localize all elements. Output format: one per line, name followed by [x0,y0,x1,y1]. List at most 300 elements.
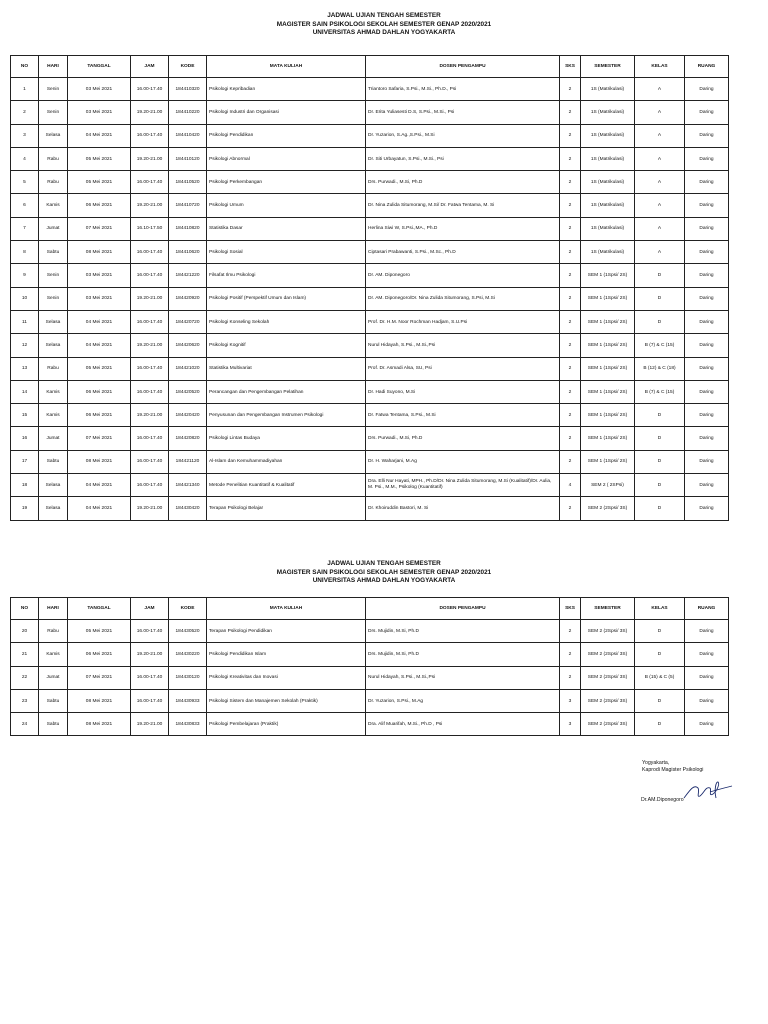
cell-semester: SEM 1 (1Spsi/ 2S) [581,334,635,357]
cell-kelas: B (7) & C (15) [635,334,685,357]
cell-dosen-pengampu: Dr. Khoiruddin Bastori, M. Si [366,497,560,520]
cell-kelas: D [635,643,685,666]
cell-dosen-pengampu: Drs. Purwadi., M.Si, Ph.D [366,427,560,450]
cell-sks: 3 [560,689,581,712]
column-header-jam: JAM [131,598,169,620]
column-header-sks: SKS [560,56,581,78]
cell-jam: 16.10-17.50 [131,217,169,240]
cell-hari: Selasa [39,334,68,357]
cell-hari: Sabtu [39,241,68,264]
cell-kelas: A [635,171,685,194]
table-row [11,497,729,520]
column-header-dosen-pengampu: DOSEN PENGAMPU [366,598,560,620]
cell-sks: 2 [560,124,581,147]
cell-no: 4 [11,147,39,170]
cell-ruang: Daring [685,666,729,689]
cell-kode: 184410620 [169,241,207,264]
table-row [11,666,729,689]
cell-sks: 2 [560,643,581,666]
column-header-tanggal: TANGGAL [68,56,131,78]
cell-kode: 184410520 [169,171,207,194]
cell-tanggal: 03 Mei 2021 [68,101,131,124]
cell-ruang: Daring [685,334,729,357]
column-header-tanggal: TANGGAL [68,598,131,620]
table-row [11,450,729,473]
cell-mata-kuliah: Psikologi Sistem dan Manajemen Sekolah (Praktik) [207,689,366,712]
cell-ruang: Daring [685,217,729,240]
cell-dosen-pengampu: Dr. AM. Diponegoro/Dr. Nina Zulida Situmorang, S.Psi, M.Si [366,287,560,310]
cell-kelas: D [635,713,685,736]
cell-no: 13 [11,357,39,380]
cell-sks: 2 [560,334,581,357]
cell-kode: 184420420 [169,404,207,427]
cell-hari: Jumat [39,666,68,689]
cell-hari: Selasa [39,497,68,520]
cell-mata-kuliah: Psikologi Kognitif [207,334,366,357]
cell-hari: Kamis [39,643,68,666]
cell-mata-kuliah: Psikologi Pembelajaran (Praktik) [207,713,366,736]
cell-tanggal: 04 Mei 2021 [68,334,131,357]
cell-kode: 184410320 [169,78,207,101]
cell-kode: 184410220 [169,101,207,124]
cell-hari: Rabu [39,147,68,170]
column-header-mata-kuliah: MATA KULIAH [207,56,366,78]
cell-tanggal: 06 Mei 2021 [68,194,131,217]
cell-jam: 19.20-21.00 [131,194,169,217]
table-row [11,380,729,403]
cell-ruang: Daring [685,380,729,403]
header-university: UNIVERSITAS AHMAD DAHLAN YOGYAKARTA [312,29,456,37]
cell-mata-kuliah: Penyusunan dan Pengembangan Instrumen Psikologi [207,404,366,427]
header-program: MAGISTER SAIN PSIKOLOGI SEKOLAH SEMESTER GENAP 2020/2021 [276,568,492,576]
cell-kode: 184430120 [169,666,207,689]
cell-kelas: B (7) & C (15) [635,380,685,403]
cell-no: 14 [11,380,39,403]
cell-no: 18 [11,474,39,497]
cell-semester: SEM 2 (2Spsi/ 3S) [581,620,635,643]
cell-kelas: D [635,450,685,473]
cell-tanggal: 04 Mei 2021 [68,497,131,520]
cell-kelas: A [635,194,685,217]
cell-kelas: D [635,287,685,310]
cell-tanggal: 07 Mei 2021 [68,217,131,240]
cell-dosen-pengampu: Dra. Alif Muarifah, M.Si., Ph.D , Psi [366,713,560,736]
cell-tanggal: 04 Mei 2021 [68,474,131,497]
table-row [11,310,729,333]
cell-jam: 16.00-17.40 [131,620,169,643]
table-row [11,474,729,497]
cell-kode: 184421120 [169,450,207,473]
cell-kode: 184430520 [169,620,207,643]
cell-hari: Senin [39,101,68,124]
cell-semester: 1S (Matrikulasi) [581,147,635,170]
cell-hari: Selasa [39,474,68,497]
cell-kode: 184430833 [169,713,207,736]
cell-jam: 16.00-17.40 [131,666,169,689]
cell-kode: 184430220 [169,643,207,666]
cell-dosen-pengampu: Dr. Yuzarion, S.Psi., M.Ag [366,689,560,712]
cell-dosen-pengampu: Dr. Siti Urbayatun, S.Psi., M.Si., Psi [366,147,560,170]
column-header-dosen-pengampu: DOSEN PENGAMPU [366,56,560,78]
cell-no: 11 [11,310,39,333]
column-header-kode: KODE [169,598,207,620]
cell-semester: 1S (Matrikulasi) [581,78,635,101]
cell-kelas: A [635,78,685,101]
cell-mata-kuliah: Psikologi Kepribadian [207,78,366,101]
column-header-ruang: RUANG [685,598,729,620]
cell-dosen-pengampu: Dr. Erita Yuliasesti D.S, S.Psi., M.Si., Psi [366,101,560,124]
document-header-repeat [0,560,768,586]
cell-ruang: Daring [685,147,729,170]
cell-dosen-pengampu: Dr. Hadi Suyono, M.Si [366,380,560,403]
cell-no: 8 [11,241,39,264]
exam-schedule-table-2 [10,597,729,736]
cell-mata-kuliah: Filsafat Ilmu Psikologi [207,264,366,287]
column-header-no: NO [11,598,39,620]
cell-mata-kuliah: Psikologi Pendidikan Islam [207,643,366,666]
cell-hari: Selasa [39,310,68,333]
cell-ruang: Daring [685,287,729,310]
cell-semester: SEM 1 (1Spsi/ 2S) [581,287,635,310]
cell-kelas: D [635,264,685,287]
cell-mata-kuliah: Psikologi Umum [207,194,366,217]
cell-sks: 2 [560,147,581,170]
cell-jam: 16.00-17.40 [131,689,169,712]
cell-tanggal: 04 Mei 2021 [68,124,131,147]
cell-jam: 16.00-17.40 [131,124,169,147]
cell-sks: 2 [560,310,581,333]
cell-no: 6 [11,194,39,217]
handwritten-signature [680,778,740,804]
cell-tanggal: 07 Mei 2021 [68,666,131,689]
cell-ruang: Daring [685,620,729,643]
cell-jam: 16.00-17.40 [131,357,169,380]
table-row [11,217,729,240]
cell-hari: Senin [39,287,68,310]
cell-dosen-pengampu: Nurul Hidayah, S.Psi., M.Si.,Psi [366,334,560,357]
cell-kode: 184421020 [169,357,207,380]
cell-tanggal: 08 Mei 2021 [68,241,131,264]
cell-jam: 19.20-21.00 [131,147,169,170]
cell-tanggal: 05 Mei 2021 [68,171,131,194]
document-header [0,12,768,38]
cell-no: 9 [11,264,39,287]
cell-kode: 184420720 [169,310,207,333]
column-header-kelas: KELAS [635,56,685,78]
table-row [11,264,729,287]
cell-jam: 19.20-21.00 [131,643,169,666]
table-row [11,620,729,643]
cell-jam: 19.20-21.00 [131,101,169,124]
cell-kelas: B (15) & C (5) [635,666,685,689]
cell-no: 3 [11,124,39,147]
cell-hari: Rabu [39,171,68,194]
cell-kelas: D [635,620,685,643]
header-title: JADWAL UJIAN TENGAH SEMESTER [327,560,441,567]
cell-dosen-pengampu: Dr. Nina Zulida Situmorang, M.Si/ Dr. Fatwa Tentama, M. Si [366,194,560,217]
cell-dosen-pengampu: Triantoro Safaria, S.Psi., M.Si., Ph.D., Psi [366,78,560,101]
signature-place: Yogyakarta, [642,760,670,766]
cell-kelas: D [635,497,685,520]
cell-dosen-pengampu: Dr. Fatwa Tentama, S.Psi., M.Si [366,404,560,427]
cell-mata-kuliah: Psikologi Konseling Sekolah [207,310,366,333]
cell-tanggal: 06 Mei 2021 [68,380,131,403]
cell-semester: 1S (Matrikulasi) [581,217,635,240]
cell-hari: Sabtu [39,689,68,712]
cell-semester: SEM 2 (2Spsi/ 3S) [581,666,635,689]
cell-sks: 2 [560,101,581,124]
cell-sks: 2 [560,171,581,194]
cell-kode: 184421340 [169,474,207,497]
cell-tanggal: 05 Mei 2021 [68,147,131,170]
cell-dosen-pengampu: Drs. Purwadi., M.Si, Ph.D [366,171,560,194]
cell-sks: 2 [560,620,581,643]
table-row [11,78,729,101]
cell-tanggal: 03 Mei 2021 [68,287,131,310]
cell-kode: 184430420 [169,497,207,520]
cell-tanggal: 08 Mei 2021 [68,713,131,736]
cell-sks: 2 [560,194,581,217]
cell-no: 15 [11,404,39,427]
cell-tanggal: 03 Mei 2021 [68,78,131,101]
cell-kelas: A [635,241,685,264]
cell-no: 7 [11,217,39,240]
cell-kode: 184410120 [169,147,207,170]
cell-jam: 19.20-21.00 [131,334,169,357]
cell-semester: 1S (Matrikulasi) [581,194,635,217]
cell-ruang: Daring [685,78,729,101]
cell-no: 12 [11,334,39,357]
table-row [11,427,729,450]
cell-kode: 184420820 [169,427,207,450]
cell-ruang: Daring [685,474,729,497]
cell-no: 21 [11,643,39,666]
cell-kelas: D [635,404,685,427]
column-header-hari: HARI [39,598,68,620]
cell-ruang: Daring [685,404,729,427]
exam-schedule-table-1 [10,55,729,521]
cell-hari: Kamis [39,380,68,403]
cell-tanggal: 05 Mei 2021 [68,620,131,643]
cell-kelas: D [635,427,685,450]
cell-mata-kuliah: Statistika Multivariat [207,357,366,380]
cell-jam: 16.00-17.40 [131,380,169,403]
cell-mata-kuliah: Perancangan dan Pengembangan Pelatihan [207,380,366,403]
cell-no: 1 [11,78,39,101]
cell-hari: Senin [39,264,68,287]
cell-jam: 16.00-17.40 [131,264,169,287]
cell-sks: 2 [560,404,581,427]
column-header-hari: HARI [39,56,68,78]
cell-semester: 1S (Matrikulasi) [581,101,635,124]
cell-semester: 1S (Matrikulasi) [581,241,635,264]
cell-mata-kuliah: Psikologi Abnormal [207,147,366,170]
cell-tanggal: 05 Mei 2021 [68,357,131,380]
cell-kode: 184410720 [169,194,207,217]
cell-semester: SEM 2 ( 2SPsi) [581,474,635,497]
cell-semester: SEM 1 (1Spsi/ 2S) [581,427,635,450]
cell-sks: 2 [560,380,581,403]
table-row [11,334,729,357]
cell-semester: SEM 2 (2Spsi/ 3S) [581,643,635,666]
cell-mata-kuliah: Psikologi Industri dan Organisasi [207,101,366,124]
cell-sks: 2 [560,666,581,689]
cell-ruang: Daring [685,264,729,287]
cell-kelas: A [635,217,685,240]
signature-block [642,760,703,774]
cell-tanggal: 06 Mei 2021 [68,404,131,427]
cell-jam: 19.20-21.00 [131,497,169,520]
cell-kelas: D [635,689,685,712]
cell-mata-kuliah: Terapan Psikologi Belajar [207,497,366,520]
cell-mata-kuliah: Psikologi Kreativitas dan Inovasi [207,666,366,689]
cell-ruang: Daring [685,310,729,333]
cell-no: 23 [11,689,39,712]
column-header-sks: SKS [560,598,581,620]
cell-hari: Sabtu [39,450,68,473]
cell-semester: SEM 2 (2Spsi/ 3S) [581,689,635,712]
column-header-semester: SEMESTER [581,56,635,78]
cell-semester: SEM 2 (2Spsi/ 3S) [581,713,635,736]
cell-mata-kuliah: Terapan Psikologi Pendidikan [207,620,366,643]
cell-ruang: Daring [685,241,729,264]
cell-jam: 16.00-17.40 [131,450,169,473]
cell-ruang: Daring [685,194,729,217]
cell-hari: Kamis [39,404,68,427]
cell-jam: 16.00-17.40 [131,474,169,497]
cell-hari: Senin [39,78,68,101]
cell-ruang: Daring [685,357,729,380]
cell-mata-kuliah: Psikologi Sosial [207,241,366,264]
cell-hari: Selasa [39,124,68,147]
cell-kelas: A [635,147,685,170]
cell-semester: SEM 1 (1Spsi/ 2S) [581,357,635,380]
cell-hari: Rabu [39,620,68,643]
cell-ruang: Daring [685,171,729,194]
cell-mata-kuliah: Psikologi Pendidikan [207,124,366,147]
cell-hari: Sabtu [39,713,68,736]
cell-jam: 16.00-17.40 [131,171,169,194]
table-row [11,101,729,124]
cell-hari: Rabu [39,357,68,380]
cell-mata-kuliah: Psikologi Positif (Perspektif Umum dan Islam) [207,287,366,310]
column-header-no: NO [11,56,39,78]
cell-jam: 19.20-21.00 [131,713,169,736]
cell-semester: 1S (Matrikulasi) [581,124,635,147]
cell-sks: 2 [560,287,581,310]
cell-sks: 2 [560,217,581,240]
cell-dosen-pengampu: Drs. Mujidin, M.Si, Ph.D [366,643,560,666]
cell-tanggal: 06 Mei 2021 [68,643,131,666]
table-row [11,147,729,170]
cell-sks: 2 [560,264,581,287]
cell-tanggal: 07 Mei 2021 [68,427,131,450]
cell-semester: SEM 1 (1Spsi/ 2S) [581,404,635,427]
cell-ruang: Daring [685,713,729,736]
table-row [11,194,729,217]
cell-jam: 19.20-21.00 [131,404,169,427]
cell-semester: 1S (Matrikulasi) [581,171,635,194]
cell-no: 22 [11,666,39,689]
column-header-kode: KODE [169,56,207,78]
cell-tanggal: 08 Mei 2021 [68,689,131,712]
column-header-semester: SEMESTER [581,598,635,620]
cell-mata-kuliah: Metode Penelitian Kuantitatif & Kualitatif [207,474,366,497]
cell-jam: 16.00-17.40 [131,78,169,101]
cell-kode: 184420920 [169,287,207,310]
cell-kode: 184420620 [169,334,207,357]
cell-jam: 16.00-17.40 [131,241,169,264]
cell-kelas: B (12) & C (18) [635,357,685,380]
cell-mata-kuliah: Psikologi Lintas Budaya [207,427,366,450]
cell-jam: 19.20-21.00 [131,287,169,310]
cell-kode: 184420520 [169,380,207,403]
header-university: UNIVERSITAS AHMAD DAHLAN YOGYAKARTA [312,577,456,585]
cell-kelas: A [635,101,685,124]
cell-hari: Kamis [39,194,68,217]
cell-hari: Jumat [39,427,68,450]
cell-tanggal: 03 Mei 2021 [68,264,131,287]
table-row [11,287,729,310]
cell-kode: 184410820 [169,217,207,240]
cell-kelas: D [635,474,685,497]
cell-semester: SEM 1 (1Spsi/ 2S) [581,380,635,403]
cell-jam: 16.00-17.40 [131,310,169,333]
cell-dosen-pengampu: Drs. Mujidin, M.Si, Ph.D [366,620,560,643]
table-row [11,643,729,666]
cell-kode: 184410420 [169,124,207,147]
cell-semester: SEM 1 (1Spsi/ 2S) [581,310,635,333]
cell-sks: 4 [560,474,581,497]
cell-dosen-pengampu: Ciptasari Prabawanti, S.Psi., M.Sc., Ph.D [366,241,560,264]
cell-ruang: Daring [685,689,729,712]
cell-no: 5 [11,171,39,194]
header-program: MAGISTER SAIN PSIKOLOGI SEKOLAH SEMESTER GENAP 2020/2021 [276,20,492,28]
cell-sks: 3 [560,713,581,736]
signature-role: Kaprodi Magister Psikologi [642,767,704,773]
cell-ruang: Daring [685,497,729,520]
cell-semester: SEM 2 (2Spsi/ 3S) [581,497,635,520]
cell-sks: 2 [560,497,581,520]
cell-no: 20 [11,620,39,643]
cell-dosen-pengampu: Herlina Siwi W, S.Psi.,MA., Ph.D [366,217,560,240]
cell-sks: 2 [560,450,581,473]
cell-jam: 16.00-17.40 [131,427,169,450]
cell-sks: 2 [560,241,581,264]
table-row [11,124,729,147]
cell-mata-kuliah: Psikologi Perkembangan [207,171,366,194]
signature-name: Dr.AM.Diponegoro [641,797,684,803]
cell-sks: 2 [560,78,581,101]
column-header-kelas: KELAS [635,598,685,620]
cell-tanggal: 04 Mei 2021 [68,310,131,333]
table-row [11,689,729,712]
table-row [11,171,729,194]
table-header-row [11,598,729,620]
cell-ruang: Daring [685,101,729,124]
cell-kode: 184421220 [169,264,207,287]
cell-sks: 2 [560,357,581,380]
cell-no: 19 [11,497,39,520]
cell-ruang: Daring [685,450,729,473]
cell-ruang: Daring [685,643,729,666]
cell-mata-kuliah: Al-Islam dan Kemuhammadiyahan [207,450,366,473]
table-row [11,241,729,264]
cell-sks: 2 [560,427,581,450]
cell-dosen-pengampu: Prof. Dr. H.M. Noor Rochman Hadjam, S.U.Psi [366,310,560,333]
column-header-mata-kuliah: MATA KULIAH [207,598,366,620]
cell-kelas: D [635,310,685,333]
